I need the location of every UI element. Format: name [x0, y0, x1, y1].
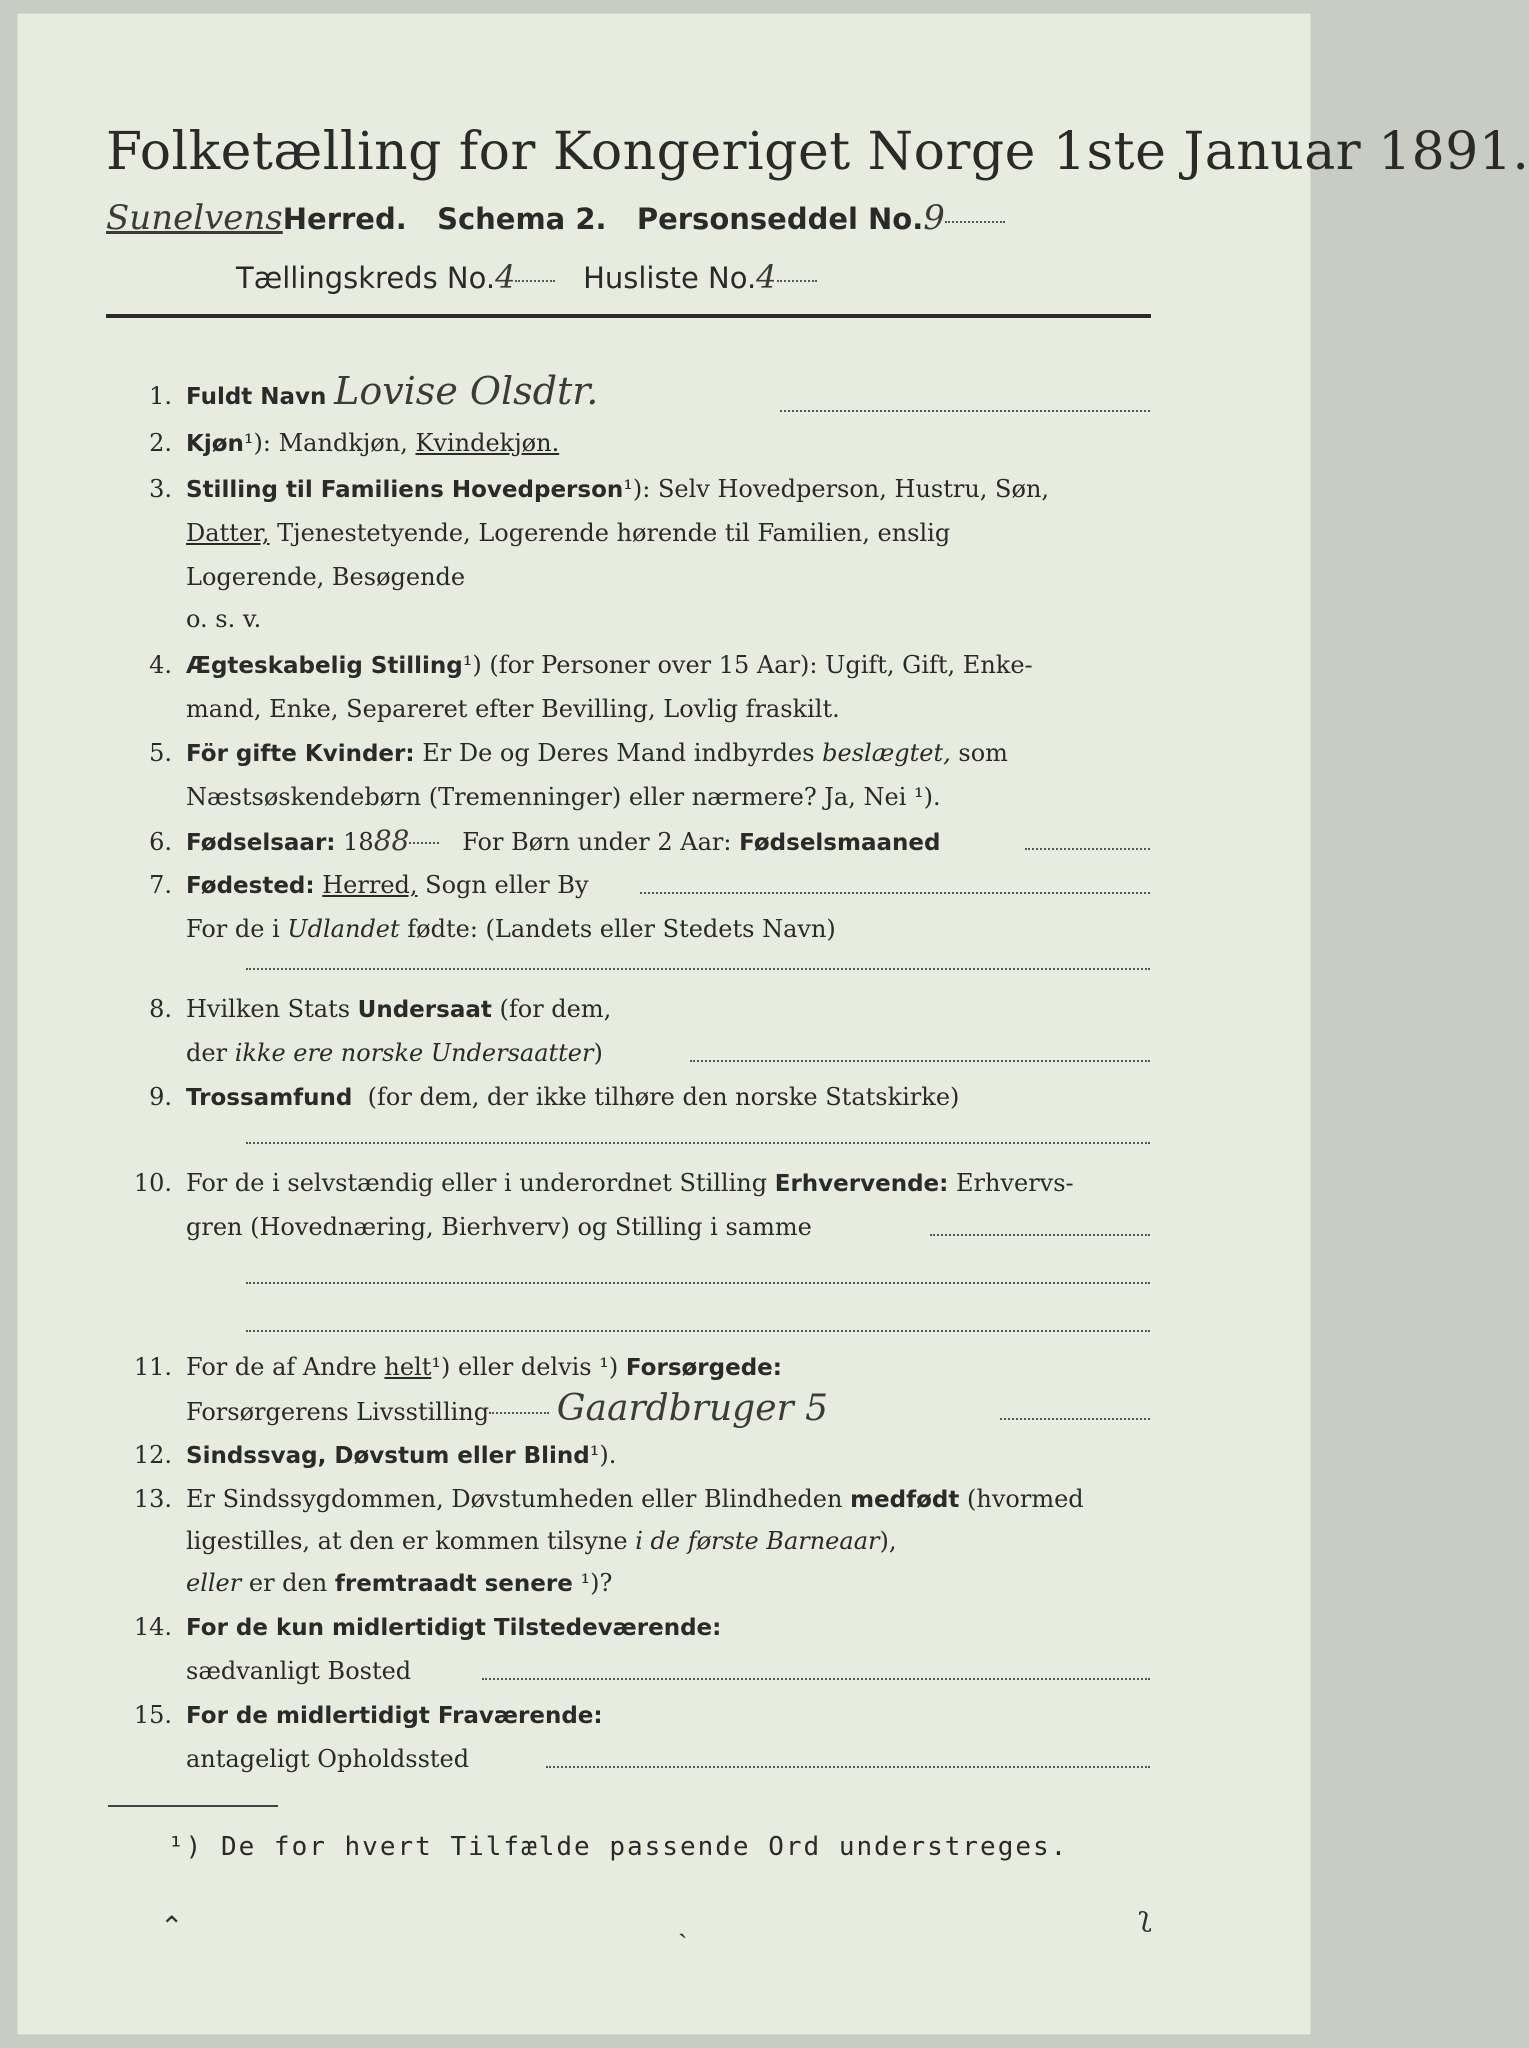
item-text: Hvilken Stats [186, 995, 351, 1023]
item-label: Sindssvag, Døvstum eller Blind [186, 1443, 590, 1469]
dotted-line [246, 1282, 1150, 1284]
item-married-women-line2 [106, 776, 1151, 818]
item-text: Selv Hovedperson, Hustru, Søn, [657, 475, 1050, 503]
item-text: Tjenestetyende, Logerende hørende til Familien, enslig [277, 519, 951, 547]
item-text: Er De og Deres Mand indbyrdes [422, 739, 815, 767]
tick-mark-icon: ʅ [1138, 1900, 1152, 1933]
item-text: Sogn eller By [425, 871, 589, 899]
item-number: 2. [149, 429, 172, 457]
item-label: Undersaat [357, 997, 492, 1023]
item-number: 5. [149, 739, 172, 767]
item-number: 13. [133, 1485, 172, 1513]
form-title: Folketælling for Kongeriget Norge 1ste Januar 1891. [106, 122, 1529, 182]
item-marital-status-line2 [106, 688, 1151, 730]
item-label: For de midlertidigt Fraværende: [186, 1703, 603, 1729]
item-text-italic: i de første Barneaar [635, 1527, 880, 1555]
dotted-leader [515, 279, 555, 282]
dotted-line [482, 1678, 1150, 1680]
header-rule [106, 314, 1151, 318]
item-text: ¹) (for Personer over 15 Aar): Ugift, Gift, Enke- [462, 651, 1033, 679]
birth-year-answer: 88 [373, 824, 410, 857]
item-occupation-line2 [106, 1206, 1151, 1248]
dotted-line [246, 1330, 1150, 1332]
item-label: fremtraadt senere [334, 1571, 573, 1597]
item-family-position-line4 [106, 598, 1151, 640]
item-label: Fuldt Navn [186, 384, 327, 410]
schema-label: Schema 2. [437, 202, 607, 236]
item-number: 9. [149, 1083, 172, 1111]
item-text: mand, Enke, Separeret efter Bevilling, Lovlig fraskilt. [186, 695, 840, 723]
item-family-position-line2 [106, 512, 1151, 554]
footnote: ¹) De for hvert Tilfælde passende Ord understreges. [168, 1832, 1069, 1862]
dotted-line [690, 1060, 1150, 1062]
item-text: fødte: (Landets eller Stedets Navn) [407, 915, 836, 943]
item-label: Fødselsaar: [186, 830, 336, 856]
footnote-ref: ¹): [623, 475, 651, 503]
dotted-leader [409, 841, 439, 844]
item-text: (for dem, [499, 995, 612, 1023]
item-text: Erhvervs- [955, 1169, 1074, 1197]
item-dependents [106, 1346, 1151, 1389]
dotted-line [780, 410, 1150, 412]
item-label: Trossamfund [186, 1085, 353, 1111]
personseddel-label: Personseddel No. [636, 202, 924, 236]
option-underlined: Herred, [322, 871, 418, 899]
item-text: (for dem, der ikke tilhøre den norske Statskirke) [367, 1083, 960, 1111]
item-citizenship [106, 988, 1151, 1031]
year-prefix: 18 [343, 828, 374, 856]
item-number: 8. [149, 995, 172, 1023]
item-birth-year [106, 820, 1151, 864]
item-family-position [106, 468, 1151, 511]
item-label: Forsørgede: [625, 1355, 782, 1381]
item-text: Logerende, Besøgende [186, 563, 466, 591]
item-congenital-line3 [106, 1562, 1151, 1605]
item-text: For Børn under 2 Aar: [462, 828, 732, 856]
item-text: (hvormed [967, 1485, 1084, 1513]
item-text: ) [593, 1039, 603, 1067]
item-label: For de kun midlertidigt Tilstedeværende: [186, 1615, 722, 1641]
item-number: 3. [149, 475, 172, 503]
item-number: 7. [149, 871, 172, 899]
dotted-line [930, 1234, 1150, 1236]
item-text: der [186, 1039, 228, 1067]
herred-label: Herred. [282, 202, 407, 236]
option-underlined: helt [384, 1353, 432, 1381]
option-text: Mandkjøn, [278, 429, 408, 457]
item-number: 1. [149, 382, 172, 410]
option-underlined: Kvindekjøn. [415, 429, 560, 457]
item-number: 10. [133, 1169, 172, 1197]
item-text-italic: Udlandet [287, 915, 400, 943]
item-text: gren (Hovednæring, Bierhverv) og Stilling i samme [186, 1213, 812, 1241]
item-temporarily-present [106, 1606, 1151, 1649]
item-dependents-line2 [106, 1388, 1151, 1433]
herred-name-handwritten: Sunelvens [106, 198, 283, 238]
item-number: 6. [149, 828, 172, 856]
dotted-leader [777, 279, 817, 282]
item-text: er den [248, 1569, 328, 1597]
dotted-leader [489, 1411, 549, 1414]
item-gender [106, 422, 1151, 465]
herred-line [106, 198, 1166, 238]
item-label: Ægteskabelig Stilling [186, 653, 463, 679]
item-number: 15. [133, 1701, 172, 1729]
item-label: Fødested: [186, 873, 315, 899]
item-birthplace-line2 [106, 908, 1151, 950]
item-label: medfødt [850, 1487, 960, 1513]
item-label: Erhvervende: [774, 1171, 949, 1197]
item-text: Forsørgerens Livsstilling [186, 1398, 490, 1426]
kreds-label: Tællingskreds No. [236, 261, 496, 295]
item-congenital [106, 1478, 1151, 1521]
dotted-line [246, 968, 1150, 970]
kreds-line [236, 258, 817, 296]
item-text: For de i selvstændig eller i underordnet Stilling [186, 1169, 768, 1197]
item-text: Næstsøskendebørn (Tremenninger) eller nærmere? Ja, Nei ¹). [186, 783, 941, 811]
personseddel-number: 9 [923, 198, 945, 238]
item-text: ¹) eller delvis ¹) [431, 1353, 619, 1381]
dotted-line [546, 1766, 1150, 1768]
dotted-line [1000, 1418, 1150, 1420]
item-number: 12. [133, 1441, 172, 1469]
dotted-leader [945, 220, 1005, 223]
item-temporarily-present-line2 [106, 1650, 1151, 1692]
item-disability [106, 1434, 1151, 1477]
item-text: sædvanligt Bosted [186, 1657, 412, 1685]
item-label: För gifte Kvinder: [186, 741, 415, 767]
caret-mark-icon: ⌃ [160, 1910, 184, 1943]
item-married-women [106, 732, 1151, 775]
item-text-italic: ikke ere norske Undersaatter [234, 1039, 594, 1067]
item-text: Er Sindssygdommen, Døvstumheden eller Blindheden [186, 1485, 843, 1513]
item-text: antageligt Opholdssted [186, 1745, 470, 1773]
dotted-line [246, 1142, 1150, 1144]
item-temporarily-absent-line2 [106, 1738, 1151, 1780]
item-text: For de i [186, 915, 280, 943]
dotted-line [640, 892, 1150, 894]
option-underlined: Datter, [186, 519, 270, 547]
item-text: ), [879, 1527, 897, 1555]
item-birthplace [106, 864, 1151, 907]
item-congenital-line2 [106, 1520, 1151, 1562]
item-number: 14. [133, 1613, 172, 1641]
item-text-italic: eller [186, 1569, 242, 1597]
item-number: 4. [149, 651, 172, 679]
item-family-position-line3 [106, 556, 1151, 598]
item-religion [106, 1076, 1151, 1119]
item-label: Fødselsmaaned [739, 830, 941, 856]
item-text: o. s. v. [186, 605, 262, 633]
item-text: For de af Andre [186, 1353, 377, 1381]
item-occupation [106, 1162, 1151, 1205]
husliste-label: Husliste No. [583, 261, 757, 295]
husliste-number: 4 [756, 258, 777, 296]
item-text: ¹)? [580, 1569, 613, 1597]
item-number: 11. [133, 1353, 172, 1381]
full-name-answer: Lovise Olsdtr. [334, 369, 599, 413]
provider-occupation-answer: Gaardbruger 5 [556, 1388, 829, 1429]
kreds-number: 4 [495, 258, 516, 296]
item-citizenship-line2 [106, 1032, 1151, 1074]
footnote-ref: ¹): [243, 429, 271, 457]
footnote-rule [108, 1805, 278, 1807]
dotted-line [1025, 848, 1150, 850]
item-marital-status [106, 644, 1151, 687]
item-label: Stilling til Familiens Hovedperson [186, 477, 624, 503]
item-text-italic: beslægtet, [822, 739, 951, 767]
footnote-ref: ¹). [589, 1441, 617, 1469]
item-label: Kjøn [186, 431, 244, 457]
item-text: ligestilles, at den er kommen tilsyne [186, 1527, 628, 1555]
item-temporarily-absent [106, 1694, 1151, 1737]
tick-mark-icon: ˎ [678, 1906, 688, 1939]
item-text: som [958, 739, 1008, 767]
